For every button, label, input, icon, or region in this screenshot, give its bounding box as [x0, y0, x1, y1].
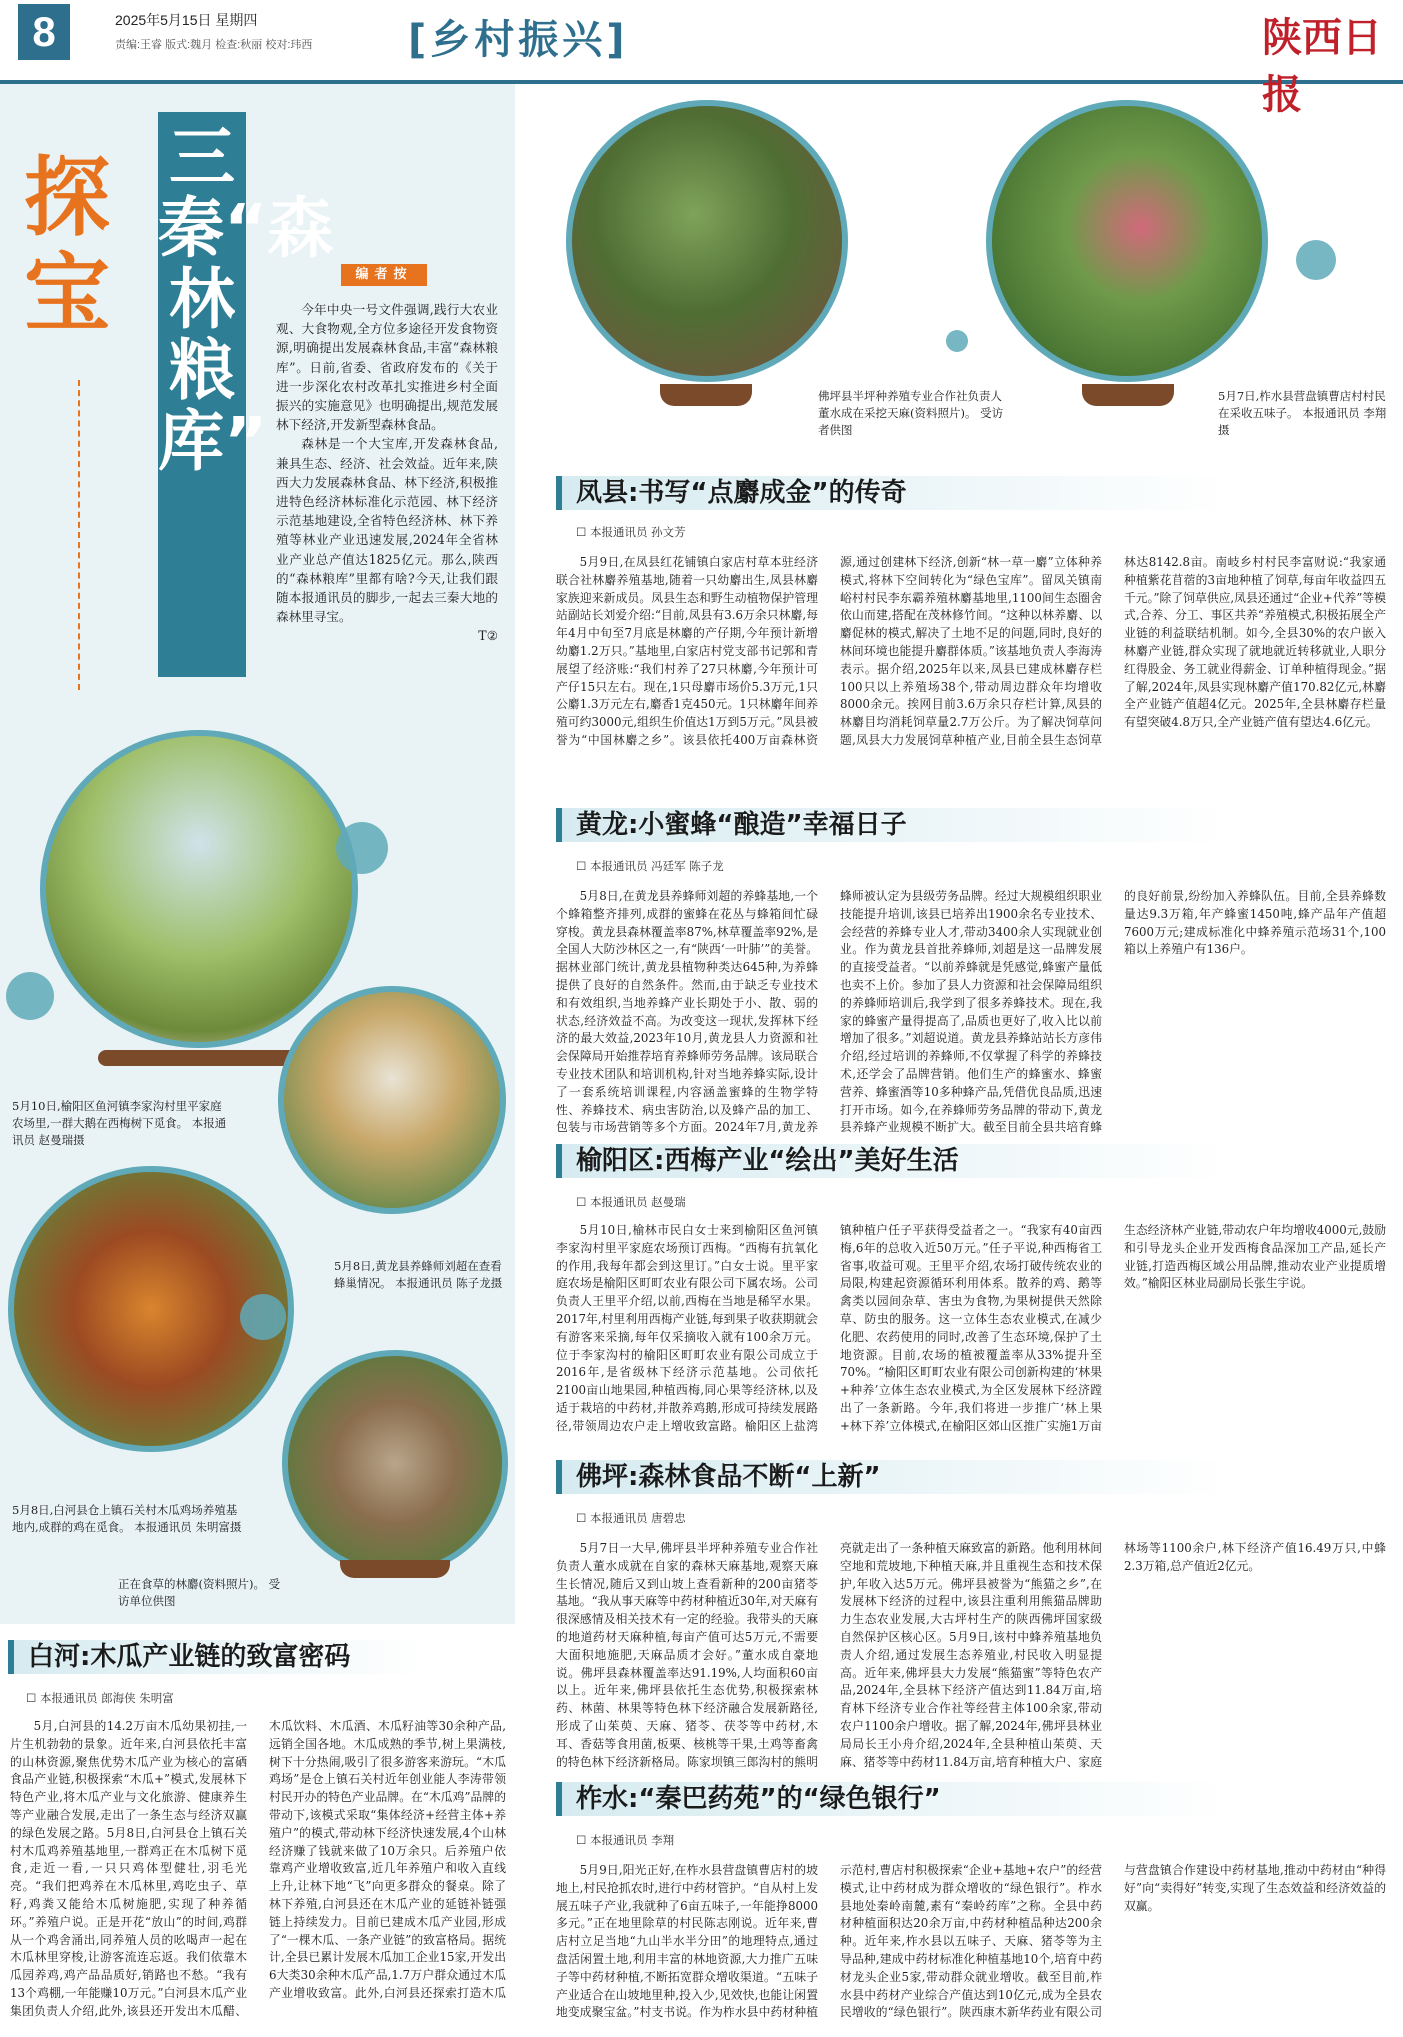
article-foping: 5月7日一大早,佛坪县半坪种养殖专业合作社负责人董水成就在自家的森林天麻基地,观察天麻生长情况,随后又到山坡上查看新种的200亩猪苓基地。“我从事天麻等中药材种植近30年,对天麻有很深感情及相关技术有一定的经验。我带头的天麻的地道药材天麻种植,每亩产值可达5万元,不需要大面积地施肥,天麻品质才会好。”董水成自豪地说。佛坪县森林覆盖率达91.19%,人均面积60亩以上。近年来,佛坪县依托生态优势,积极探索林药、林菌、林果等特色林下经济融合发展新路径,形成了山茱萸、天麻、猪苓、茯苓等中药材,木耳、香菇等食用菌,板栗、核桃等干果,土鸡等畜禽的特色林下经济新格局。陈家坝镇三郎沟村的熊明亮就走出了一条种植天麻致富的新路。他利用林间空地和荒坡地,下种植天麻,并且重视生态和技术保护,年收入达5万元。佛坪县被誉为“熊猫之乡”,在发展林下经济的过程中,该县注重利用熊猫品牌助力生态农业发展,大古坪村生产的陕西佛坪国家级自然保护区核心区。5月9日,该村中蜂养殖基地负责人介绍,通过发展生态养殖业,村民收入明显提高。近年来,佛坪县大力发展“熊猫蜜”等特色农产品,2024年,全县林下经济产值达到11.84万亩,培育林下经济专业合作社等经营主体100余家,带动农户1100余户增收。据了解,2024年,佛坪县林业局局长王小舟介绍,2024年,全县种植山茱萸、天麻、猪苓等中药材11.84万亩,培育种植大户、家庭林场等1100余户,林下经济产值16.49万只,中蜂2.3万箱,总产值近2亿元。 — [556, 1541, 1386, 1769]
photo-caption-chickens: 5月8日,白河县仓上镇石关村木瓜鸡场养殖基地内,成群的鸡在觅食。 本报通讯员 朱明富摄 — [12, 1503, 242, 1534]
byline-zhashui: ☐ 本报通讯员 李翔 — [576, 1833, 675, 1847]
decor-dot — [6, 972, 54, 1020]
photo-geese-orchard — [40, 730, 358, 1048]
decor-dot — [336, 822, 388, 874]
issue-date: 2025年5月15日 星期四 — [115, 12, 258, 28]
staff-credits: 责编:王睿 版式:魏月 检查:秋丽 校对:玮西 — [115, 39, 313, 51]
headline-zhashui: 柞水:“秦巴药苑”的“绿色银行” — [556, 1782, 1396, 1816]
headline-yuyang: 榆阳区:西梅产业“绘出”美好生活 — [556, 1144, 1396, 1178]
kicker-divider — [78, 380, 82, 690]
feature-title: 三秦“森林粮库” — [158, 112, 246, 677]
headline-foping: 佛坪:森林食品不断“上新” — [556, 1460, 1396, 1494]
editor-note-p1: 今年中央一号文件强调,践行大农业观、大食物观,全方位多途径开发食物资源,明确提出发展森林食品,丰富“森林粮库”。日前,省委、省政府发布的《关于进一步深化农村改革扎实推进乡村全面振兴的实施意见》也明确提出,规范发展林下经济,开发新型森林食品。 — [276, 302, 498, 433]
photo-stand — [660, 384, 752, 406]
article-fengxian: 5月9日,在凤县红花铺镇白家店村草本驻经济联合社林麝养殖基地,随着一只幼麝出生,凤县林麝家族迎来新成员。凤县生态和野生动植物保护管理站副站长刘爱介绍:“目前,凤县有3.6万余只林麝,每年4月中旬至7月底是林麝的产仔期,今年预计新增幼麝1.2万只。”基地里,白家店村党支部书记郭和青展望了经济账:“我们村养了27只林麝,今年预计可产仔15只左右。现在,1只母麝市场价5.3万元,1只公麝1.3万元左右,麝香1克450元。1只林麝年间养殖可约3000元,组织生价值达1万到5万元。”凤县被誉为“中国林麝之乡”。该县依托400万亩森林资源,通过创建林下经济,创新“林一草一麝”立体种养模式,将林下空间转化为“绿色宝库”。留凤关镇南峪村村民李东霸养殖林麝基地里,1100间生态圈舍依山而建,搭配在茂林修竹间。“这种以林养麝、以麝促林的模式,解决了土地不足的问题,同时,良好的林间环境也能提升麝群体质。”该基地负责人李海涛表示。据介绍,2025年以来,凤县已建成林麝存栏100只以上养殖场38个,带动周边群众年均增收8000余元。挨网目前3.6万余只存栏计算,凤县的林麝目均消耗饲草量2.7万公斤。为了解决饲草问题,凤县大力发展饲草种植产业,目前全县生态饲草林达8142.8亩。南岐乡村村民李富财说:“我家通种植紫花苜蓿的3亩地种植了饲草,每亩年收益四五千元。”除了饲草供应,凤县还通过“企业+代养”等模式,合养、分工、事区共养“养殖模式,积极拓展全产业链的利益联结机制。如今,全县30%的农户嵌入林麝产业链,群众实现了就地就近转移就业,人职分红得股金、务工就业得薪金、订单种植得现金。”据了解,2024年,凤县实现林麝产值170.82亿元,林麝全产业链产值超4亿元。2025年,全县林麝存栏量有望突破4.8万只,全产业链产值有望达4.6亿元。 — [556, 555, 1386, 747]
byline-foping: ☐ 本报通讯员 唐碧忠 — [576, 1511, 686, 1525]
byline-huanglong: ☐ 本报通讯员 冯廷军 陈子龙 — [576, 859, 724, 873]
editor-note-label: 编者按 — [341, 264, 427, 286]
editor-note-p2: 森林是一个大宝库,开发森林食品,兼具生态、经济、社会效益。近年来,陕西大力发展森林食品、林下经济,积极推进特色经济林标准化示范园、林下经济示范基地建设,全省特色经济林、林下养殖等林业产业迅速发展,2024年全省林业产业总产值达1825亿元。那么,陕西的“森林粮库”里都有啥?今天,让我们跟随本报通讯员的脚步,一起去三秦大地的森林里寻宝。 — [276, 436, 498, 625]
photo-caption-schisandra: 5月7日,柞水县营盘镇曹店村村民在采收五味子。 本报通讯员 李翔摄 — [1218, 389, 1387, 437]
photo-caption-beekeeper: 5月8日,黄龙县养蜂师刘超在查看蜂巢情况。 本报通讯员 陈子龙摄 — [334, 1259, 503, 1290]
newspaper-logo: 陕西日报 — [1262, 14, 1382, 118]
headline-fengxian: 凤县:书写“点麝成金”的传奇 — [556, 476, 1396, 510]
decor-dot — [1296, 240, 1336, 280]
feature-kicker: 探宝 — [24, 148, 110, 344]
article-huanglong: 5月8日,在黄龙县养蜂师刘超的养蜂基地,一个个蜂箱整齐排列,成群的蜜蜂在花丛与蜂箱间忙碌穿梭。黄龙县森林覆盖率87%,林草覆盖率92%,是全国人大防沙林区之一,有“陕西‘一叶肺’”的美誉。据林业部门统计,黄龙县植物种类达645种,为养蜂提供了良好的自然条件。然而,由于缺乏专业技术和有效组织,当地养蜂产业长期处于小、散、弱的状态,经济效益不高。为改变这一现状,发挥林下经济的最大效益,2023年10月,黄龙县人力资源和社会保障局开始推荐培育养蜂师劳务品牌。该局联合专业技术团队和培训机构,针对当地养蜂实际,设计了一套系统培训课程,内容涵盖蜜蜂的生物学特性、养蜂技术、病虫害防治,以及蜂产品的加工、包装与市场营销等多个方面。2024年7月,黄龙养蜂师被认定为县级劳务品牌。经过大规模组织职业技能提升培训,该县已培养出1900余名专业技术、会经营的养蜂专业人才,带动3400余人实现就业创业。作为黄龙县首批养蜂师,刘超是这一品牌发展的直接受益者。“以前养蜂就是凭感觉,蜂蜜产量低也卖不上价。参加了县人力资源和社会保障局组织的养蜂师培训后,我学到了很多养蜂技术。现在,我家的蜂蜜产量得提高了,品质也更好了,收入比以前增加了很多。”刘超说道。黄龙县养蜂站站长方彦伟介绍,经过培训的养蜂师,不仅掌握了科学的养蜂技术,还学会了品牌营销。他们生产的蜂蜜水、蜂蜜营养、蜂蜜酒等10多种蜂产品,凭借优良品质,迅速打开市场。如今,在养蜂师劳务品牌的带动下,黄龙县养蜂产业规模不断扩大。截至目前全县共培育蜂的良好前景,纷纷加入养蜂队伍。目前,全县养蜂数量达9.3万箱,年产蜂蜜1450吨,蜂产品年产值超7600万元;建成标准化中蜂养殖示范场31个,100箱以上养殖户有136户。 — [556, 889, 1386, 1135]
editor-note-text — [276, 300, 498, 646]
photo-stand — [1082, 384, 1174, 406]
photo-caption-gastrodia: 佛坪县半坪种养殖专业合作社负责人董水成在采挖天麻(资料照片)。 受访者供图 — [818, 389, 1004, 437]
photo-musk-deer — [282, 1350, 508, 1576]
photo-schisandra-harvest — [986, 100, 1268, 382]
byline-baihe: ☐ 本报通讯员 郎海侠 朱明富 — [26, 1691, 174, 1705]
photo-beekeeper — [278, 986, 506, 1214]
photo-caption-geese: 5月10日,榆阳区鱼河镇李家沟村里平家庭农场里,一群大鹅在西梅树下觅食。 本报通讯员 赵曼瑞摄 — [12, 1099, 227, 1147]
byline-yuyang: ☐ 本报通讯员 赵曼瑞 — [576, 1195, 686, 1209]
headline-huanglong: 黄龙:小蜜蜂“酿造”幸福日子 — [556, 808, 1396, 842]
photo-stand — [340, 1560, 450, 1578]
page-number: 8 — [18, 4, 70, 60]
photo-gastrodia-farmer — [566, 100, 848, 382]
section-title: [乡村振兴] — [408, 17, 629, 63]
article-yuyang: 5月10日,榆林市民白女士来到榆阳区鱼河镇李家沟村里平家庭农场预订西梅。“西梅有抗氧化的作用,我每年都会到这里订。”白女士说。里平家庭农场是榆阳区町町农业有限公司下属农场。公司负责人王里平介绍,以前,西梅在当地是稀罕水果。2017年,村里利用西梅产业链,每到果子收获期就会有游客来采摘,每年仅采摘收入就有100余万元。位于李家沟村的榆阳区町町农业有限公司成立于2016年,是省级林下经济示范基地。公司依托2100亩山地果园,种植西梅,同心果等经济林,以及适于栽培的中药材,并散养鸡鹅,形成可持续发展路径,带领周边农户走上增收致富路。榆阳区上盐湾镇种植户任子平获得受益者之一。“我家有40亩西梅,6年的总收入近50万元。”任子平说,种西梅省工省事,收益可观。王里平介绍,农场打破传统农业的局限,构建起资源循环利用体系。散养的鸡、鹅等禽类以园间杂草、害虫为食物,为果树提供天然除草、防虫的服务。这一立体生态农业模式,在减少化肥、农药使用的同时,改善了生态环境,保护了土地资源。目前,农场的植被覆盖率从33%提升至70%。“榆阳区町町农业有限公司创新构建的‘林果+种养’立体生态农业模式,为全区发展林下经济蹚出了一条新路。今年,我们将进一步推广‘林上果+林下养’立体模式,在榆阳区郊山区推广实施1万亩生态经济林产业链,带动农户年均增收4000元,鼓励和引导龙头企业开发西梅食品深加工产品,延长产业链,打造西梅区域公用品牌,推动农业产业提质增效。”榆阳区林业局副局长张生宇说。 — [556, 1223, 1386, 1433]
decor-dot — [240, 1294, 286, 1340]
article-zhashui: 5月9日,阳光正好,在柞水县营盘镇曹店村的坡地上,村民抢抓农时,进行中药材管护。“自从村上发展五味子产业,我就种了6亩五味子,一年能挣8000多元。”正在地里除草的村民陈志刚说。近年来,曹店村立足当地“九山半水半分田”的地理特点,通过盘活闲置土地,利用丰富的林地资源,大力推广五味子等中药材种植,不断拓宽群众增收渠道。“五味子产业适合在山坡地里种,投入少,见效快,也能让闲置地变成聚宝盆。”村支书说。作为柞水县中药材种植示范村,曹店村积极探索“企业+基地+农户”的经营模式,让中药材成为群众增收的“绿色银行”。柞水县地处秦岭南麓,素有“秦岭药库”之称。全县中药材种植面积达20余万亩,中药材种植品种达200余种。近年来,柞水县以五味子、天麻、猪苓等为主导品种,建成中药材标准化种植基地10个,培育中药材龙头企业5家,带动群众就业增收。截至目前,柞水县中药材产业综合产值达到10亿元,成为全县农民增收的“绿色银行”。陕西康木新华药业有限公司与营盘镇合作建设中药材基地,推动中药材由“种得好”向“卖得好”转变,实现了生态效益和经济效益的双赢。 — [556, 1863, 1386, 2020]
decor-dot — [946, 330, 968, 352]
article-baihe: 5月,白河县的14.2万亩木瓜幼果初挂,一片生机勃勃的景象。近年来,白河县依托丰富的山林资源,聚焦优势木瓜产业为核心的富硒食品产业链,积极探索“木瓜+”模式,发展林下特色产业,将木瓜产业与文化旅游、健康养生等产业融合发展,走出了一条生态与经济双赢的绿色发展之路。5月8日,白河县仓上镇石关村木瓜鸡养殖基地里,一群鸡正在木瓜树下觅食,走近一看,一只只鸡体型健壮,羽毛光亮。“我们把鸡养在木瓜林里,鸡吃虫子、草籽,鸡粪又能给木瓜树施肥,实现了种养循环。”养殖户说。正是开花“放山”的时间,鸡群从一个鸡舍涌出,同养殖人员的吆喝声一起在木瓜林里穿梭,让游客流连忘返。我们依靠木瓜园养鸡,鸡产品品质好,销路也不愁。“我有13个鸡棚,一年能赚10万元。”白河县木瓜产业集团负责人介绍,此外,该县还开发出木瓜醋、木瓜饮料、木瓜酒、木瓜籽油等30余种产品,远销全国各地。木瓜成熟的季节,树上果满枝,树下十分热闹,吸引了很多游客来游玩。“木瓜鸡场”是仓上镇石关村近年创业能人李涛带领村民开办的特色产业品牌。在“木瓜鸡”品牌的带动下,该模式采取“集体经济+经营主体+养殖户”的模式,带动林下经济快速发展,4个山林经济赚了钱就来做了10万余只。后养殖户依靠鸡产业增收致富,近几年养殖户和收入直线上升,让林下地“飞”向更多群众的餐桌。除了林下养殖,白河县还在木瓜产业的延链补链强链上持续发力。目前已建成木瓜产业园,形成了“一棵木瓜、一条产业链”的致富格局。据统计,全县已累计发展木瓜加工企业15家,开发出6大类30余种木瓜产品,1.7万户群众通过木瓜产业增收致富。此外,白河县还探索打造木瓜 — [10, 1719, 506, 2018]
byline-fengxian: ☐ 本报通讯员 孙文芳 — [576, 525, 686, 539]
photo-caption-musk-deer: 正在食草的林麝(资料照片)。 受访单位供图 — [118, 1577, 281, 1608]
editor-note-sign: T② — [478, 628, 498, 644]
headline-baihe: 白河:木瓜产业链的致富密码 — [8, 1640, 524, 1674]
